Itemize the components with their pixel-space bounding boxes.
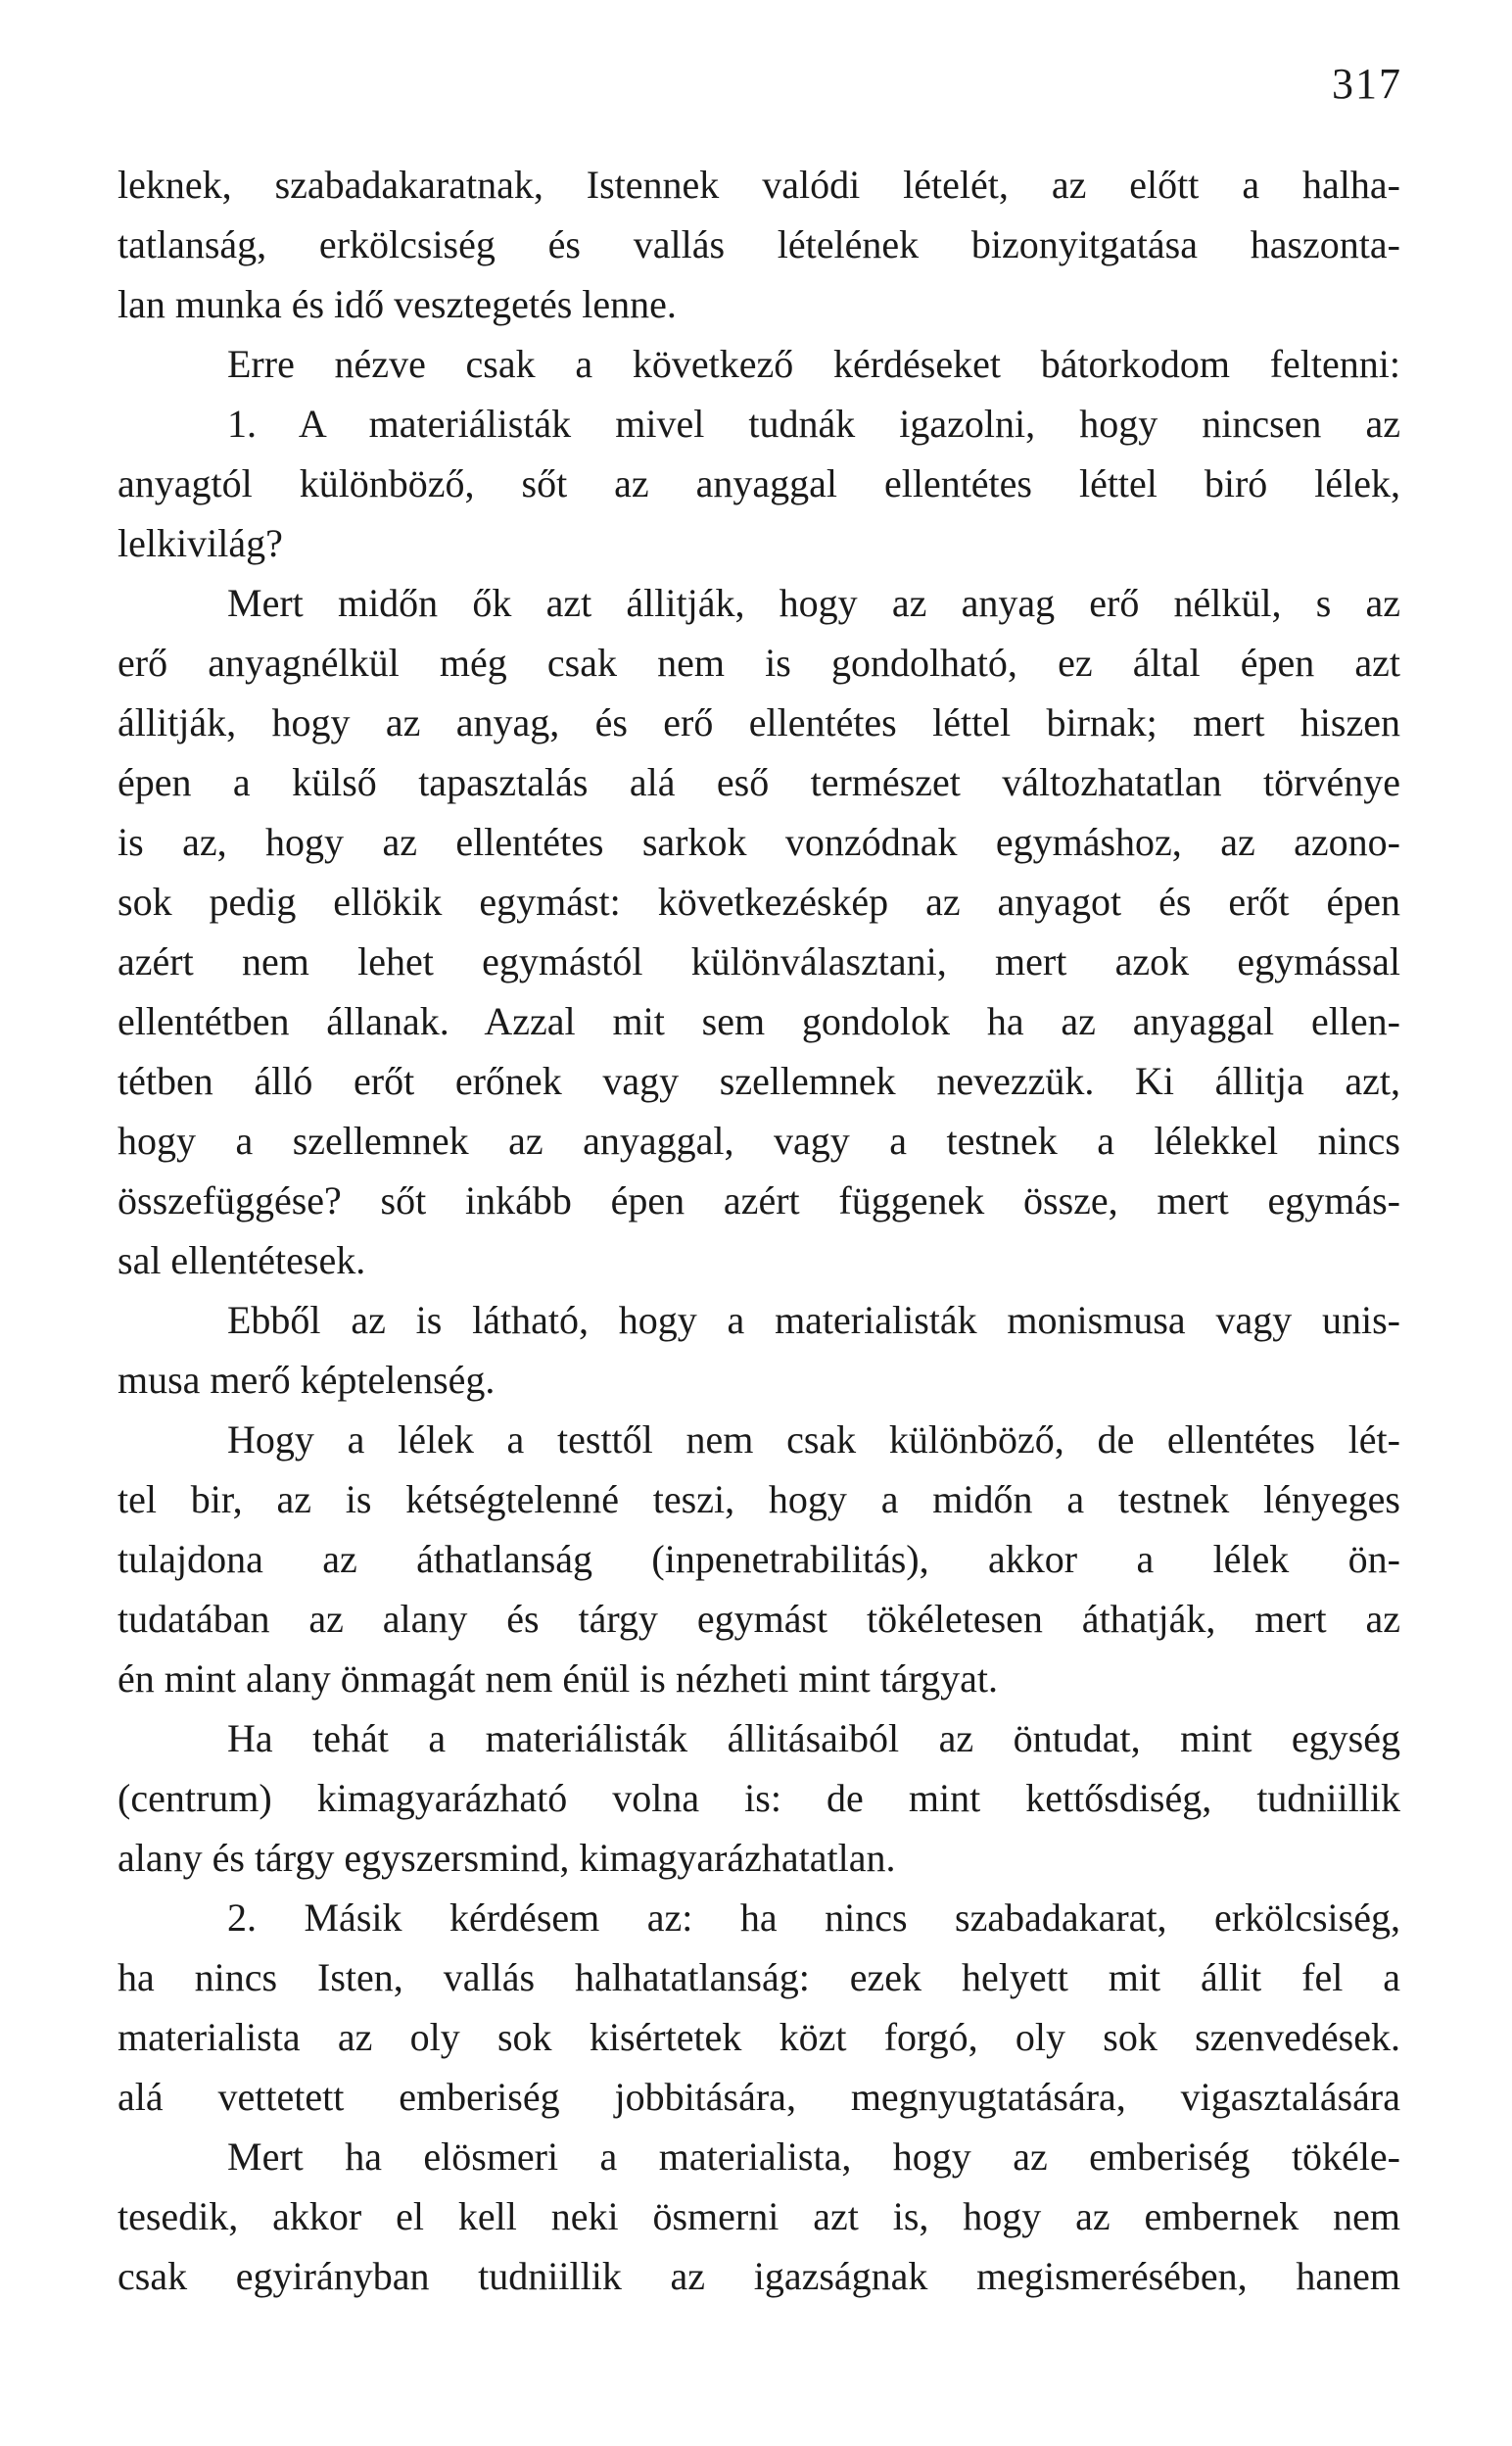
text-line: tel bir, az is kétségtelenné teszi, hogy a midőn a testnek lényeges (118, 1477, 1400, 1521)
page-number: 317 (1332, 60, 1402, 108)
text-line: Mert ha elösmeri a materialista, hogy az emberiség tökéle- (227, 2134, 1400, 2179)
text-line: összefüggése? sőt inkább épen azért függenek össze, mert egymás- (118, 1178, 1400, 1223)
text-line: tesedik, akkor el kell neki ösmerni azt is, hogy az embernek nem (118, 2194, 1400, 2238)
text-line: (centrum) kimagyarázható volna is: de mint kettősdiség, tudniillik (118, 1776, 1400, 1820)
text-line: materialista az oly sok kisértetek közt forgó, oly sok szenvedések. (118, 2015, 1400, 2059)
text-line: azért nem lehet egymástól különválasztani, mert azok egymással (118, 939, 1400, 983)
text-line: sal ellentétesek. (118, 1238, 366, 1282)
text-line: 1. A materiálisták mivel tudnák igazolni, hogy nincsen az (227, 402, 1400, 446)
text-line: állitják, hogy az anyag, és erő ellentétes léttel birnak; mert hiszen (118, 700, 1400, 744)
text-line: is az, hogy az ellentétes sarkok vonzódnak egymáshoz, az azono- (118, 820, 1400, 864)
text-line: alá vettetett emberiség jobbitására, megnyugtatására, vigasztalására (118, 2075, 1400, 2119)
text-line: 2. Másik kérdésem az: ha nincs szabadakarat, erkölcsiség, (227, 1895, 1400, 1940)
text-line: Erre nézve csak a következő kérdéseket bátorkodom feltenni: (227, 342, 1400, 386)
text-line: én mint alany önmagát nem énül is nézheti mint tárgyat. (118, 1656, 999, 1701)
text-line: tétben álló erőt erőnek vagy szellemnek nevezzük. Ki állitja azt, (118, 1059, 1400, 1103)
text-line: épen a külső tapasztalás alá eső természet változhatatlan törvénye (118, 760, 1400, 804)
body-text (118, 155, 1400, 2306)
text-line: lelkivilág? (118, 521, 283, 565)
text-line: ha nincs Isten, vallás halhatatlanság: ezek helyett mit állit fel a (118, 1955, 1400, 1999)
text-line: csak egyirányban tudniillik az igazságnak megismerésében, hanem (118, 2254, 1400, 2298)
text-line: anyagtól különböző, sőt az anyaggal ellentétes léttel biró lélek, (118, 461, 1400, 505)
text-line: erő anyagnélkül még csak nem is gondolható, ez által épen azt (118, 641, 1400, 685)
text-line: alany és tárgy egyszersmind, kimagyarázhatatlan. (118, 1836, 896, 1880)
text-line: tulajdona az áthatlanság (inpenetrabilitás), akkor a lélek ön- (118, 1537, 1400, 1581)
text-line: ellentétben állanak. Azzal mit sem gondolok ha az anyaggal ellen- (118, 999, 1400, 1043)
text-line: Ha tehát a materiálisták állitásaiból az öntudat, mint egység (227, 1716, 1400, 1760)
text-line: tudatában az alany és tárgy egymást tökéletesen áthatják, mert az (118, 1597, 1400, 1641)
text-line: tatlanság, erkölcsiség és vallás lételének bizonyitgatása haszonta- (118, 222, 1400, 266)
text-line: hogy a szellemnek az anyaggal, vagy a testnek a lélekkel nincs (118, 1119, 1400, 1163)
text-line: musa merő képtelenség. (118, 1358, 496, 1402)
text-line: Hogy a lélek a testtől nem csak különböző, de ellentétes lét- (227, 1417, 1400, 1462)
text-line: Ebből az is látható, hogy a materialisták monismusa vagy unis- (227, 1298, 1400, 1342)
text-line: leknek, szabadakaratnak, Istennek valódi lételét, az előtt a halha- (118, 163, 1400, 207)
text-line: lan munka és idő vesztegetés lenne. (118, 282, 677, 326)
text-line: sok pedig ellökik egymást: következéskép az anyagot és erőt épen (118, 880, 1400, 924)
text-line: Mert midőn ők azt állitják, hogy az anyag erő nélkül, s az (227, 581, 1400, 625)
